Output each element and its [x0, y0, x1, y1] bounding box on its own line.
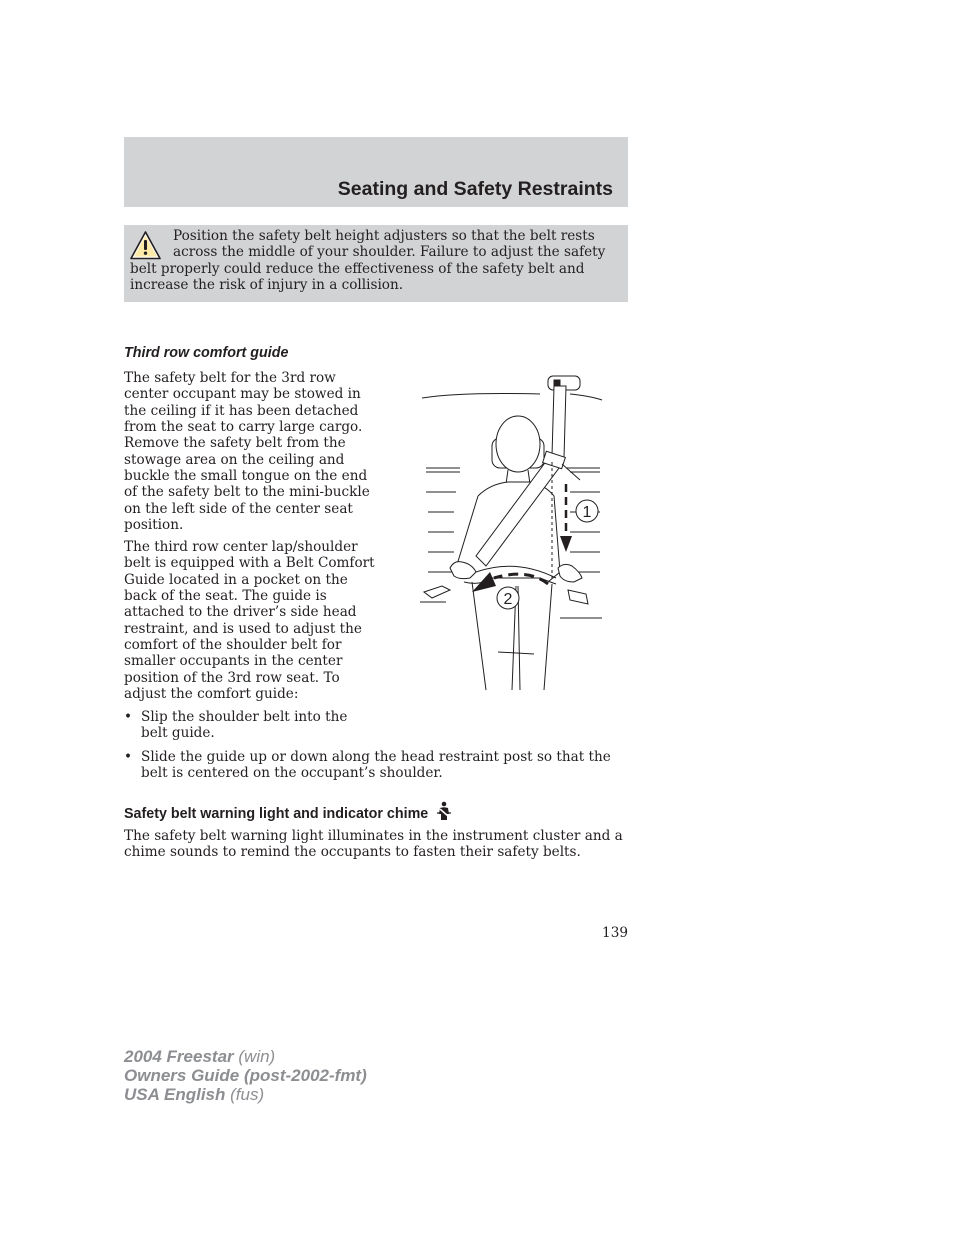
footer-model-code: (win) [238, 1047, 276, 1066]
section-heading: Third row comfort guide [124, 345, 289, 361]
list-item [124, 709, 364, 742]
page-number: 139 [602, 925, 628, 941]
chime-heading-text: Safety belt warning light and indicator chime [124, 806, 429, 822]
callout-2: 2 [503, 591, 513, 608]
comfort-guide-illustration [420, 372, 604, 696]
list-item-text: Slip the shoulder belt into the belt guide. [141, 709, 348, 742]
callout-1: 1 [582, 504, 592, 521]
warning-box [124, 225, 628, 302]
section-header-band [124, 137, 628, 207]
footer-line-3 [124, 1085, 367, 1104]
footer-line-1 [124, 1047, 367, 1066]
seatbelt-icon [436, 801, 452, 821]
section-title: Seating and Safety Restraints [337, 178, 613, 200]
footer-language: USA English [124, 1085, 226, 1104]
footer-language-code: (fus) [230, 1085, 265, 1104]
paragraph-stowage: The safety belt for the 3rd row center occupant may be stowed in the ceiling if it has been detached from the seat to carry large cargo. Remove the safety belt from the stowage area on the ceiling and buckle the small tongue on the end of the safety belt to the mini-buckle on the left side of the center seat position. [124, 370, 370, 534]
chime-section-heading [124, 801, 452, 822]
document-footer [124, 1047, 367, 1104]
bullet-icon: • [124, 749, 133, 765]
warning-text: Position the safety belt height adjusters so that the belt rests across the middle of your shoulder. Failure to adjust the safety belt properly could reduce the effectiveness of the safety belt and increase the risk of injury in a collision. [130, 228, 606, 293]
bullet-icon: • [124, 709, 133, 725]
footer-guide-format: Owners Guide (post-2002-fmt) [124, 1066, 367, 1085]
chime-paragraph: The safety belt warning light illuminates in the instrument cluster and a chime sounds to remind the occupants to fasten their safety belts. [124, 828, 623, 861]
list-item [124, 749, 628, 782]
list-item-text: Slide the guide up or down along the head restraint post so that the belt is centered on the occupant’s shoulder. [141, 749, 611, 782]
footer-line-2 [124, 1066, 367, 1085]
footer-model: 2004 Freestar [124, 1047, 234, 1066]
paragraph-comfort-guide: The third row center lap/shoulder belt is equipped with a Belt Comfort Guide located in a pocket on the back of the seat. The guide is attached to the driver’s side head restraint, and is used to adjust the comfort of the shoulder belt for smaller occupants in the center position of the 3rd row seat. To adjust the comfort guide: [124, 539, 375, 703]
